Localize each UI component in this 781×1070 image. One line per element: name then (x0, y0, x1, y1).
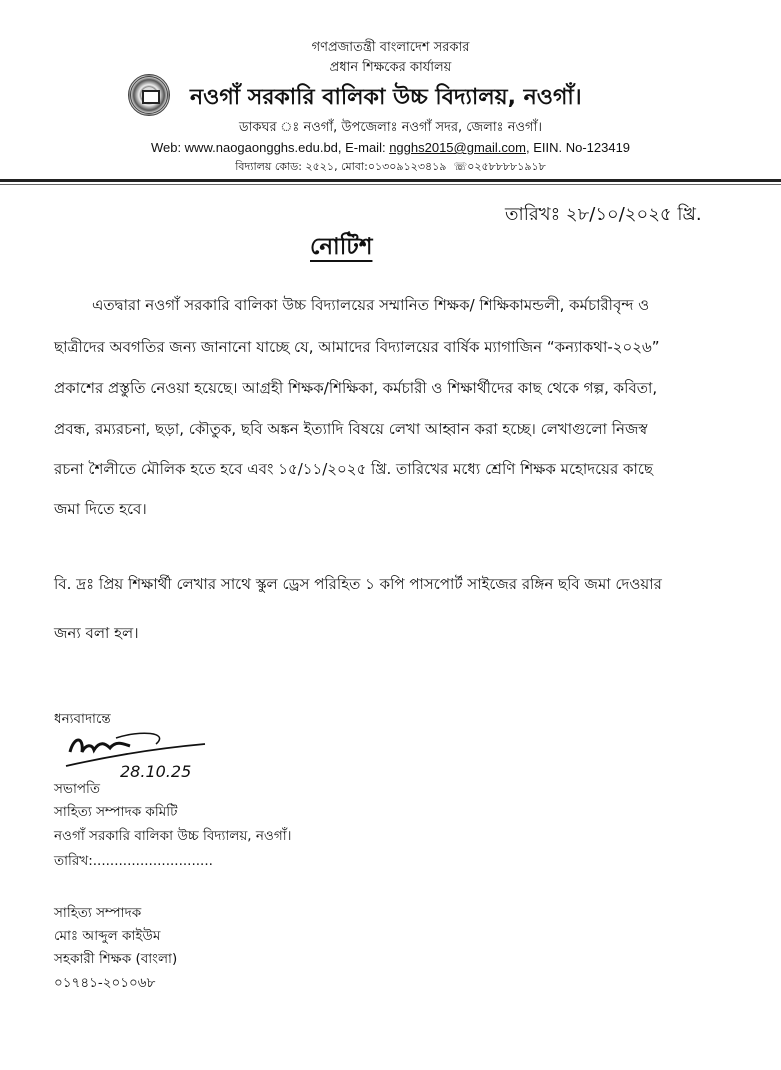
school-code: বিদ্যালয় কোড: ২৫২১, মোবা:০১৩০৯১২৩৪১৯ (235, 160, 447, 173)
office-phone: ০২৫৮৮৮৮১৯১৮ (467, 160, 546, 173)
email-link[interactable]: ngghs2015@gmail.com (389, 140, 526, 155)
school-seal-icon (128, 74, 170, 116)
header-divider (0, 179, 781, 182)
contact-line (0, 140, 781, 155)
notice-title: নোটিশ (310, 234, 373, 260)
body-line: প্রকাশের প্রস্তুতি নেওয়া হয়েছে। আগ্রহী শিক্ষক/শিক্ষিকা, কর্মচারী ও শিক্ষার্থীদের কাছ থেকে গল্প, কবিতা, (54, 379, 658, 397)
closing-thanks: ধন্যবাদান্তে (54, 711, 111, 727)
codes-line (0, 158, 781, 177)
body-line: জমা দিতে হবে। (54, 500, 147, 518)
eiin-text: , EIIN. No-123419 (525, 140, 631, 155)
handwritten-signature (60, 722, 210, 782)
signature-date: 28.10.25 (120, 762, 192, 781)
editor-name: মোঃ আব্দুল কাইউম (54, 928, 161, 944)
editor-phone: ০১৭৪১-২০১০৬৮ (54, 975, 156, 991)
committee-name: সাহিত্য সম্পাদক কমিটি (54, 804, 178, 820)
school-name: নওগাঁ সরকারি বালিকা উচ্চ বিদ্যালয়, নওগাঁ। (190, 85, 582, 110)
editor-title: সাহিত্য সম্পাদক (54, 905, 142, 921)
note-line: জন্য বলা হল। (54, 624, 139, 642)
body-line: প্রবন্ধ, রম্যরচনা, ছড়া, কৌতুক, ছবি অঙ্কন ইত্যাদি বিষয়ে লেখা আহ্বান করা হচ্ছে। লেখাগুলো নিজস্ব (54, 420, 648, 438)
office-heading: প্রধান শিক্ষকের কার্যালয় (329, 60, 452, 75)
web-text: Web: www.naogaongghs.edu.bd, E-mail: (150, 140, 390, 155)
notice-date: তারিখঃ ২৮/১০/২০২৫ খ্রি. (505, 204, 702, 225)
school-address: ডাকঘর ঃ নওগাঁ, উপজেলাঃ নওগাঁ সদর, জেলাঃ নওগাঁ। (239, 120, 542, 135)
body-line: এতদ্বারা নওগাঁ সরকারি বালিকা উচ্চ বিদ্যালয়ের সম্মানিত শিক্ষক/ শিক্ষিকামন্ডলী, কর্মচারীবৃন্দ ও (92, 296, 650, 314)
header-divider-thin (0, 184, 781, 185)
signatory-school: নওগাঁ সরকারি বালিকা উচ্চ বিদ্যালয়, নওগাঁ। (54, 828, 292, 844)
signatory-role: সভাপতি (54, 781, 101, 797)
editor-post: সহকারী শিক্ষক (বাংলা) (54, 951, 178, 967)
note-line: বি. দ্রঃ প্রিয় শিক্ষার্থী লেখার সাথে স্কুল ড্রেস পরিহিত ১ কপি পাসপোর্ট সাইজের রঙ্গিন ছবি জমা দেওয়ার (54, 575, 662, 593)
signatory-date-field: তারিখ:............................ (54, 853, 213, 869)
telephone-icon: ☏ (453, 160, 468, 173)
body-line: রচনা শৈলীতে মৌলিক হতে হবে এবং ১৫/১১/২০২৫ খ্রি. তারিখের মধ্যে শ্রেণি শিক্ষক মহোদয়ের কাছে (54, 460, 653, 478)
body-line: ছাত্রীদের অবগতির জন্য জানানো যাচ্ছে যে, আমাদের বিদ্যালয়ের বার্ষিক ম্যাগাজিন “কন্যাকথা-২০২৬” (54, 338, 660, 356)
government-heading: গণপ্রজাতন্ত্রী বাংলাদেশ সরকার (311, 40, 470, 55)
